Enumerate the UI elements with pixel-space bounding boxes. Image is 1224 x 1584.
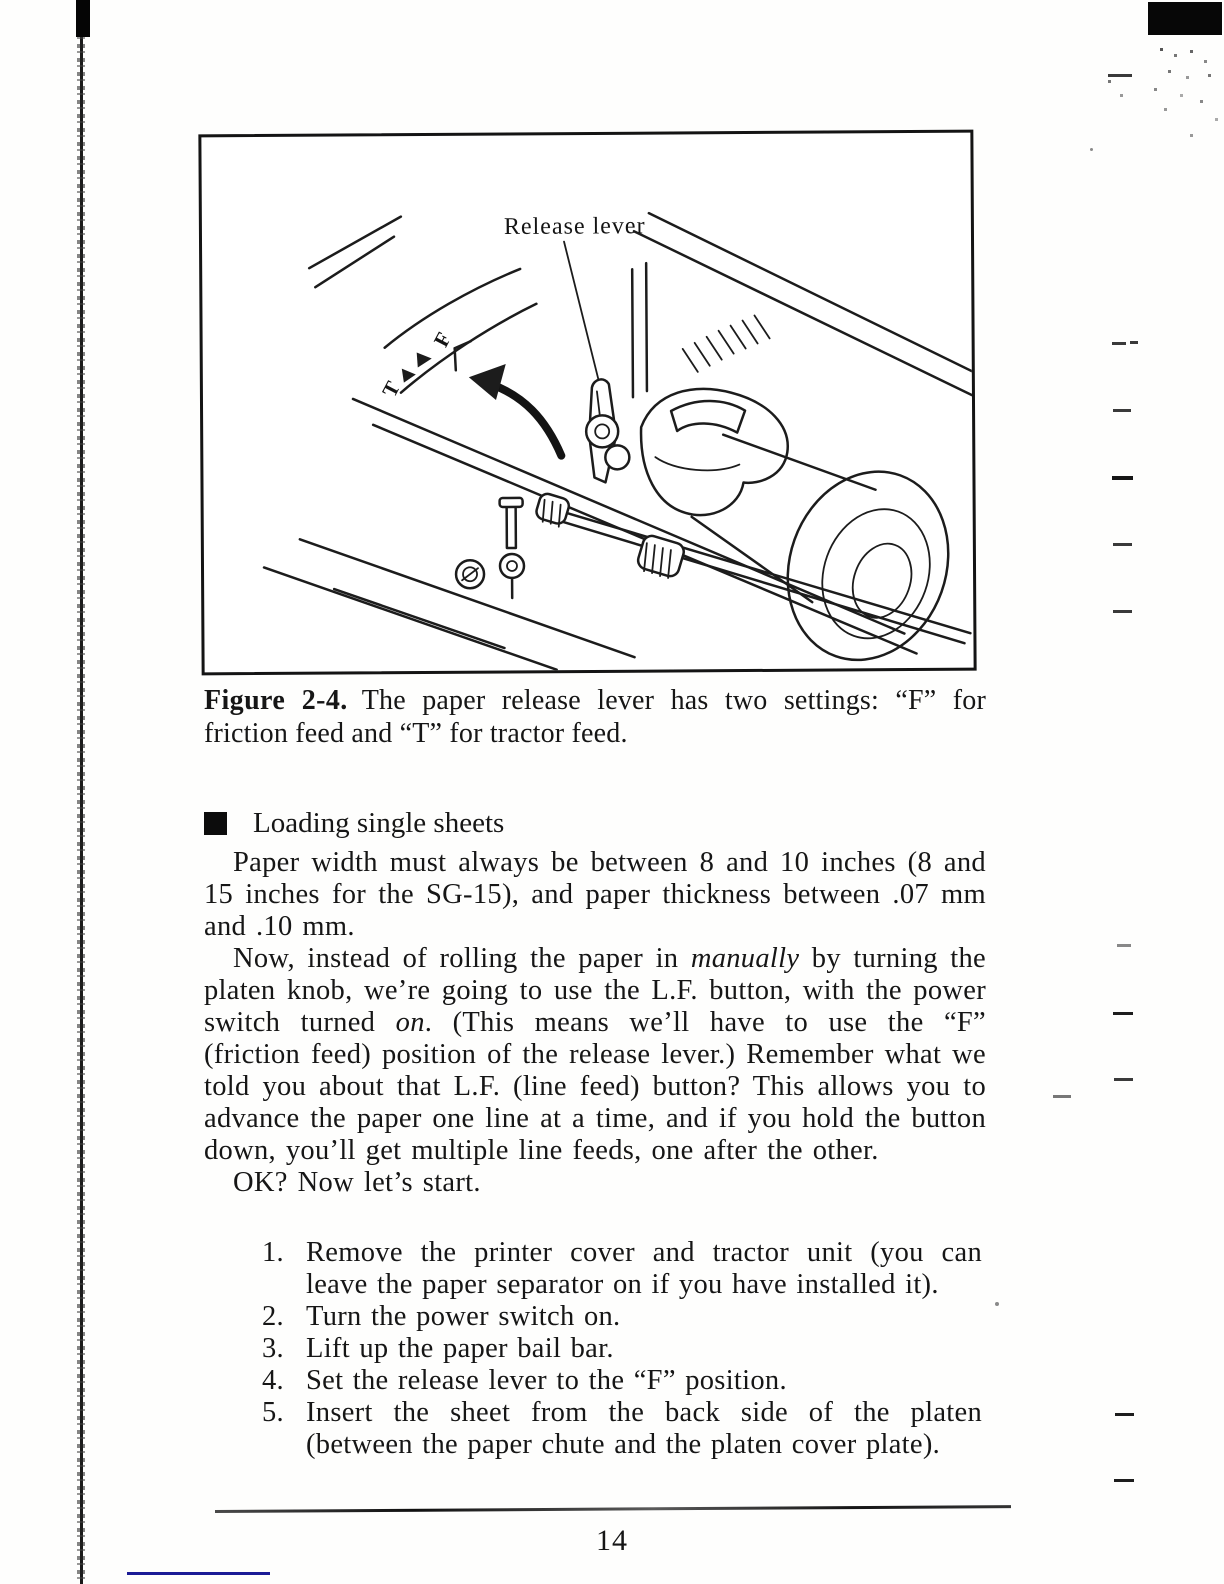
scale-letter-t: T [377, 377, 405, 402]
screw-head [456, 560, 484, 588]
step-number: 4. [262, 1365, 284, 1396]
scan-corner-black-box [1148, 2, 1222, 35]
step-row [204, 1301, 986, 1333]
scan-artifact-dash [1130, 341, 1138, 344]
figure-drawing [201, 133, 973, 673]
scan-artifact-dash [1113, 543, 1132, 546]
scan-artifact-dash [1053, 1095, 1071, 1098]
page-number: 14 [596, 1524, 628, 1557]
numbered-steps [204, 1237, 986, 1461]
step-text: Set the release lever to the “F” position. [306, 1365, 787, 1396]
scan-artifact-dash [1115, 1413, 1134, 1416]
scale-strip-upper [384, 269, 520, 348]
step-text: Turn the power switch on. [306, 1301, 621, 1332]
step-text: Lift up the paper bail bar. [306, 1333, 614, 1364]
scan-artifact-dash [1113, 610, 1132, 613]
step-number: 2. [262, 1301, 284, 1332]
scale-tick [455, 341, 471, 370]
scale-strip-lower [400, 304, 537, 393]
figure-label: Release lever [503, 213, 646, 241]
step-number: 3. [262, 1333, 284, 1364]
knob-serrations [682, 315, 769, 372]
binding-edge-noise [77, 30, 85, 1584]
text-column [204, 684, 986, 1461]
paragraph-3: OK? Now let’s start. [233, 1167, 481, 1198]
gear [586, 415, 618, 447]
binding-edge-top-mark [76, 0, 90, 37]
scan-artifact-dash [1113, 409, 1131, 412]
scan-artifact-dash [1114, 1078, 1133, 1081]
step-row [204, 1397, 986, 1461]
scan-artifact-dash [1114, 1479, 1134, 1482]
step-text: Remove the printer cover and tractor unit (you can leave the paper separator on if you have installed it). [306, 1237, 982, 1300]
leader-line [564, 241, 600, 385]
arrow-head-icon [469, 364, 506, 400]
square-bullet-icon [204, 812, 227, 835]
figure-caption-label: Figure 2-4. [204, 685, 348, 716]
scan-artifact-dash [1112, 342, 1126, 345]
italic-word: on [395, 1007, 425, 1038]
scale-marker-icon [417, 352, 432, 367]
scan-speck [1090, 148, 1093, 151]
paragraph-1: Paper width must always be between 8 and 10 inches (8 and 15 inches for the SG-15), and paper thickness between .07 mm and .10 mm. [204, 847, 986, 942]
scan-noise-speckles [1160, 48, 1163, 51]
step-text: Insert the sheet from the back side of the platen (between the paper chute and the platen cover plate). [306, 1397, 982, 1460]
figure-caption-text: The paper release lever has two settings: “F” for friction feed and “T” for tractor feed. [204, 685, 986, 749]
scan-artifact-dash [1108, 74, 1132, 77]
step-row [204, 1237, 986, 1301]
step-row [204, 1365, 986, 1397]
section-heading-label: Loading single sheets [253, 807, 505, 839]
scale-letter-f: F [428, 328, 457, 351]
step-number: 5. [262, 1397, 284, 1428]
scan-artifact-dash [1112, 476, 1133, 480]
paragraph-2: Now, instead of rolling the paper in manually by turning the platen knob, we’re going to use the L.F. button, with the power switch turned on. (This means we’ll have to use the “F” (friction feed) position of the release lever.) Remember what we told you about that L.F. (line feed) button? This allows you to advance the paper one line at a time, and if you hold the button down, you’ll get multiple line feeds, one after the other. [204, 943, 986, 1166]
arrow-curve [491, 384, 561, 456]
scan-blue-line-artifact [127, 1572, 270, 1575]
bail-bar [556, 507, 971, 636]
italic-word: manually [690, 943, 800, 974]
guide-pin [500, 498, 525, 598]
figure-2-4-frame [198, 130, 976, 676]
footer-rule [215, 1505, 1011, 1513]
scan-artifact-dash [1113, 1012, 1133, 1015]
figure-caption [204, 684, 986, 750]
gear [605, 445, 629, 469]
scan-artifact-dash [1117, 944, 1131, 947]
step-row [204, 1333, 986, 1365]
bail-roller [636, 534, 686, 579]
scan-speck [995, 1302, 999, 1306]
section-heading [204, 807, 986, 840]
step-number: 1. [262, 1237, 284, 1268]
